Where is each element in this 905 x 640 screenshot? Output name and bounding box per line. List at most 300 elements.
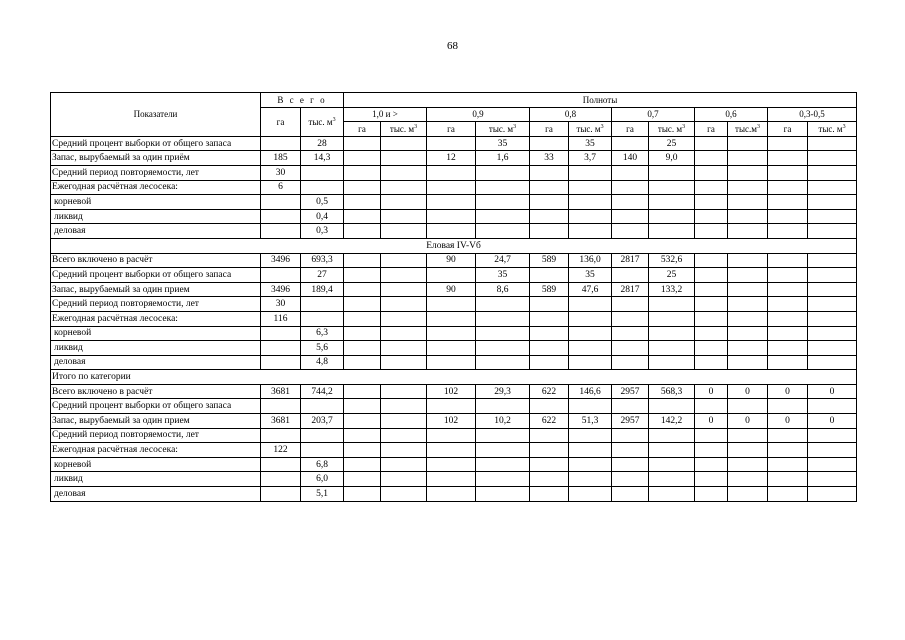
- table-cell: [381, 253, 427, 268]
- table-cell: [476, 443, 530, 458]
- table-cell: 28: [301, 136, 344, 151]
- table-cell: [808, 487, 857, 502]
- table-cell: [569, 311, 612, 326]
- table-cell: [476, 457, 530, 472]
- table-cell: [612, 268, 649, 283]
- table-cell: 6: [261, 180, 301, 195]
- group-6-volume: тыс. $м^3$: [808, 122, 857, 137]
- density-group-3: 0,8: [530, 107, 612, 122]
- table-cell: [530, 209, 569, 224]
- table-cell: [381, 428, 427, 443]
- table-cell: 29,3: [476, 384, 530, 399]
- table-cell: 51,3: [569, 414, 612, 429]
- table-cell: [612, 136, 649, 151]
- table-cell: [808, 282, 857, 297]
- table-cell: [695, 472, 728, 487]
- table-cell: 3,7: [569, 151, 612, 166]
- table-cell: 4,8: [301, 355, 344, 370]
- row-label: Ежегодная расчётная лесосека:: [51, 311, 261, 326]
- table-cell: 622: [530, 384, 569, 399]
- table-cell: [427, 443, 476, 458]
- density-group-6: 0,3-0,5: [768, 107, 857, 122]
- table-cell: 0: [768, 414, 808, 429]
- table-cell: [728, 311, 768, 326]
- table-cell: [344, 399, 381, 414]
- table-cell: [695, 253, 728, 268]
- table-cell: 3496: [261, 253, 301, 268]
- table-cell: [476, 487, 530, 502]
- table-cell: [381, 180, 427, 195]
- table-cell: [344, 443, 381, 458]
- table-cell: 2817: [612, 253, 649, 268]
- table-cell: [427, 487, 476, 502]
- table-cell: [728, 355, 768, 370]
- table-cell: [530, 165, 569, 180]
- table-cell: [569, 195, 612, 210]
- table-cell: [301, 311, 344, 326]
- page-number: 68: [447, 40, 458, 52]
- header-row-1: [51, 93, 857, 108]
- table-cell: [344, 326, 381, 341]
- table-cell: [381, 297, 427, 312]
- table-cell: 8,6: [476, 282, 530, 297]
- table-cell: [427, 399, 476, 414]
- table-cell: [381, 443, 427, 458]
- table-cell: [649, 180, 695, 195]
- table-row: [51, 136, 857, 151]
- table-cell: [301, 399, 344, 414]
- row-label: деловая: [51, 487, 261, 502]
- forest-cutting-table: [50, 92, 857, 502]
- table-cell: [301, 297, 344, 312]
- table-cell: [569, 297, 612, 312]
- table-cell: 3681: [261, 384, 301, 399]
- table-row: [51, 341, 857, 356]
- table-cell: [695, 355, 728, 370]
- table-row: [51, 209, 857, 224]
- table-cell: [649, 195, 695, 210]
- table-cell: [476, 341, 530, 356]
- row-label: корневой: [51, 195, 261, 210]
- table-cell: [695, 341, 728, 356]
- table-cell: 589: [530, 282, 569, 297]
- table-row: [51, 297, 857, 312]
- row-label: корневой: [51, 457, 261, 472]
- table-cell: [808, 180, 857, 195]
- table-cell: 744,2: [301, 384, 344, 399]
- group-1-ha: га: [344, 122, 381, 137]
- table-cell: [344, 209, 381, 224]
- table-row: [51, 487, 857, 502]
- table-cell: [344, 224, 381, 239]
- table-cell: [695, 297, 728, 312]
- table-cell: [695, 180, 728, 195]
- row-label: ликвид: [51, 472, 261, 487]
- table-cell: [728, 472, 768, 487]
- table-cell: [649, 326, 695, 341]
- row-label: Средний процент выборки от общего запаса: [51, 399, 261, 414]
- group-4-ha: га: [612, 122, 649, 137]
- table-cell: [344, 487, 381, 502]
- table-cell: [808, 428, 857, 443]
- table-cell: 47,6: [569, 282, 612, 297]
- table-cell: [381, 457, 427, 472]
- table-row: [51, 355, 857, 370]
- table-cell: [530, 355, 569, 370]
- table-cell: 0: [728, 384, 768, 399]
- table-cell: [695, 151, 728, 166]
- row-label: Всего включено в расчёт: [51, 253, 261, 268]
- table-cell: [381, 268, 427, 283]
- table-cell: [768, 355, 808, 370]
- table-cell: [695, 457, 728, 472]
- row-label: Средний процент выборки от общего запаса: [51, 136, 261, 151]
- table-cell: [530, 180, 569, 195]
- table-cell: [476, 399, 530, 414]
- table-cell: [728, 253, 768, 268]
- row-label: Средний период повторяемости, лет: [51, 428, 261, 443]
- table-cell: [381, 414, 427, 429]
- table-cell: 14,3: [301, 151, 344, 166]
- table-cell: [381, 355, 427, 370]
- table-cell: [728, 399, 768, 414]
- table-cell: [768, 268, 808, 283]
- table-cell: 27: [301, 268, 344, 283]
- table-cell: [530, 297, 569, 312]
- table-cell: [427, 428, 476, 443]
- table-cell: 3496: [261, 282, 301, 297]
- table-cell: [612, 428, 649, 443]
- table-cell: [569, 443, 612, 458]
- table-cell: [695, 399, 728, 414]
- table-cell: [649, 311, 695, 326]
- table-cell: [381, 384, 427, 399]
- table-cell: [695, 268, 728, 283]
- table-cell: [427, 457, 476, 472]
- table-cell: [649, 399, 695, 414]
- table-cell: [649, 443, 695, 458]
- table-cell: [569, 180, 612, 195]
- table-cell: [612, 180, 649, 195]
- table-cell: 0,3: [301, 224, 344, 239]
- table-cell: [530, 457, 569, 472]
- table-cell: [695, 209, 728, 224]
- table-cell: [728, 195, 768, 210]
- group-1-volume: тыс. $м^3$: [381, 122, 427, 137]
- table-cell: 0: [695, 414, 728, 429]
- table-cell: [768, 326, 808, 341]
- table-cell: 0,4: [301, 209, 344, 224]
- group-4-volume: тыс. $м^3$: [649, 122, 695, 137]
- table-row: [51, 414, 857, 429]
- row-label: ликвид: [51, 341, 261, 356]
- table-cell: 5,6: [301, 341, 344, 356]
- table-cell: [261, 326, 301, 341]
- table-cell: 0,5: [301, 195, 344, 210]
- table-cell: [612, 311, 649, 326]
- table-cell: [808, 443, 857, 458]
- table-cell: [728, 457, 768, 472]
- table-cell: [808, 341, 857, 356]
- table-cell: [768, 311, 808, 326]
- table-cell: [808, 136, 857, 151]
- table-cell: [476, 195, 530, 210]
- table-cell: 589: [530, 253, 569, 268]
- table-cell: [344, 268, 381, 283]
- table-cell: [530, 311, 569, 326]
- table-cell: 12: [427, 151, 476, 166]
- table-cell: [427, 311, 476, 326]
- table-cell: [768, 457, 808, 472]
- table-cell: [569, 224, 612, 239]
- table-cell: [344, 311, 381, 326]
- table-cell: 2817: [612, 282, 649, 297]
- table-cell: [261, 399, 301, 414]
- table-row: [51, 384, 857, 399]
- table-cell: [612, 341, 649, 356]
- table-cell: [569, 487, 612, 502]
- table-cell: [381, 224, 427, 239]
- table-cell: [808, 195, 857, 210]
- table-cell: 1,6: [476, 151, 530, 166]
- table-cell: 35: [569, 136, 612, 151]
- table-cell: [808, 297, 857, 312]
- table-cell: [569, 472, 612, 487]
- table-cell: [649, 297, 695, 312]
- table-cell: [381, 282, 427, 297]
- table-cell: [728, 224, 768, 239]
- table-cell: [381, 151, 427, 166]
- table-cell: [344, 165, 381, 180]
- table-cell: [728, 443, 768, 458]
- table-cell: [476, 326, 530, 341]
- table-cell: 30: [261, 165, 301, 180]
- table-cell: [728, 487, 768, 502]
- table-cell: [427, 136, 476, 151]
- row-label: Средний период повторяемости, лет: [51, 165, 261, 180]
- table-cell: 35: [476, 136, 530, 151]
- table-cell: [530, 428, 569, 443]
- table-cell: [768, 282, 808, 297]
- table-cell: [261, 487, 301, 502]
- table-cell: [695, 165, 728, 180]
- table-cell: 0: [808, 414, 857, 429]
- table-cell: [569, 326, 612, 341]
- group-6-ha: га: [768, 122, 808, 137]
- row-label: Ежегодная расчётная лесосека:: [51, 443, 261, 458]
- table-cell: 35: [476, 268, 530, 283]
- table-cell: [381, 487, 427, 502]
- table-cell: [344, 253, 381, 268]
- table-cell: [261, 268, 301, 283]
- table-cell: [344, 297, 381, 312]
- table-cell: 140: [612, 151, 649, 166]
- table-cell: [728, 341, 768, 356]
- table-cell: [728, 136, 768, 151]
- table-cell: [381, 195, 427, 210]
- table-cell: [728, 180, 768, 195]
- table-cell: [530, 195, 569, 210]
- row-label: деловая: [51, 224, 261, 239]
- density-group-2: 0,9: [427, 107, 530, 122]
- table-cell: [695, 311, 728, 326]
- table-cell: 6,0: [301, 472, 344, 487]
- table-cell: [381, 136, 427, 151]
- table-cell: [344, 180, 381, 195]
- table-cell: [612, 443, 649, 458]
- table-cell: 3681: [261, 414, 301, 429]
- table-cell: [808, 399, 857, 414]
- table-cell: [695, 326, 728, 341]
- table-cell: [768, 443, 808, 458]
- table-cell: 0: [728, 414, 768, 429]
- table-cell: [728, 165, 768, 180]
- table-cell: [808, 209, 857, 224]
- table-cell: [808, 355, 857, 370]
- table-cell: [344, 151, 381, 166]
- table-cell: [569, 355, 612, 370]
- table-cell: [569, 209, 612, 224]
- table-cell: [808, 165, 857, 180]
- table-row: [51, 224, 857, 239]
- table-cell: [808, 457, 857, 472]
- table-row: [51, 443, 857, 458]
- table-cell: [530, 487, 569, 502]
- section-title-row: [51, 370, 857, 385]
- row-label: корневой: [51, 326, 261, 341]
- table-cell: [612, 326, 649, 341]
- table-cell: 568,3: [649, 384, 695, 399]
- table-cell: [612, 487, 649, 502]
- table-cell: [649, 457, 695, 472]
- density-group-5: 0,6: [695, 107, 768, 122]
- table-cell: [427, 326, 476, 341]
- table-cell: [476, 209, 530, 224]
- section-title: Еловая IV-Vб: [51, 238, 857, 253]
- table-row: [51, 428, 857, 443]
- table-cell: [768, 136, 808, 151]
- table-cell: [808, 151, 857, 166]
- table-cell: [768, 341, 808, 356]
- indicators-header: Показатели: [51, 93, 261, 137]
- table-cell: [381, 341, 427, 356]
- table-cell: [344, 195, 381, 210]
- row-label: Ежегодная расчётная лесосека:: [51, 180, 261, 195]
- table-cell: [728, 268, 768, 283]
- table-cell: [427, 472, 476, 487]
- table-cell: 532,6: [649, 253, 695, 268]
- table-cell: [808, 326, 857, 341]
- table-cell: 2957: [612, 414, 649, 429]
- table-cell: [695, 428, 728, 443]
- table-cell: [649, 224, 695, 239]
- table-cell: [344, 472, 381, 487]
- table-cell: [612, 472, 649, 487]
- table-cell: [261, 341, 301, 356]
- row-label: Средний процент выборки от общего запаса: [51, 268, 261, 283]
- table-cell: 0: [695, 384, 728, 399]
- density-group-1: 1,0 и >: [344, 107, 427, 122]
- table-cell: [649, 165, 695, 180]
- table-row: [51, 165, 857, 180]
- table-cell: [768, 195, 808, 210]
- table-row: [51, 457, 857, 472]
- table-cell: [427, 180, 476, 195]
- table-cell: [695, 136, 728, 151]
- table-cell: [427, 195, 476, 210]
- table-cell: [427, 297, 476, 312]
- table-cell: 10,2: [476, 414, 530, 429]
- group-3-volume: тыс. $м^3$: [569, 122, 612, 137]
- table-cell: [612, 209, 649, 224]
- table-cell: [261, 195, 301, 210]
- table-cell: [530, 341, 569, 356]
- total-volume-header: тыс. $м^3$: [301, 107, 344, 136]
- table-cell: [476, 224, 530, 239]
- table-cell: [381, 209, 427, 224]
- table-cell: [768, 224, 808, 239]
- section-title-row: [51, 238, 857, 253]
- density-group-4: 0,7: [612, 107, 695, 122]
- table-cell: [808, 253, 857, 268]
- table-cell: [344, 136, 381, 151]
- table-cell: 6,8: [301, 457, 344, 472]
- table-cell: [612, 457, 649, 472]
- table-cell: 0: [768, 384, 808, 399]
- table-cell: [768, 151, 808, 166]
- table-cell: [381, 165, 427, 180]
- group-5-ha: га: [695, 122, 728, 137]
- table-cell: [569, 428, 612, 443]
- table-cell: [728, 326, 768, 341]
- table-cell: [808, 224, 857, 239]
- table-cell: [427, 224, 476, 239]
- table-cell: [261, 428, 301, 443]
- table-cell: [301, 165, 344, 180]
- table-cell: 90: [427, 282, 476, 297]
- table-cell: [695, 487, 728, 502]
- row-label: ликвид: [51, 209, 261, 224]
- table-cell: 146,6: [569, 384, 612, 399]
- table-cell: [261, 457, 301, 472]
- table-cell: [381, 472, 427, 487]
- table-row: [51, 472, 857, 487]
- table-cell: 133,2: [649, 282, 695, 297]
- row-label: Средний период повторяемости, лет: [51, 297, 261, 312]
- table-cell: [381, 326, 427, 341]
- table-cell: [569, 165, 612, 180]
- table-cell: [695, 443, 728, 458]
- table-cell: [344, 414, 381, 429]
- group-2-ha: га: [427, 122, 476, 137]
- table-cell: [427, 268, 476, 283]
- table-cell: 35: [569, 268, 612, 283]
- table-cell: [261, 209, 301, 224]
- table-cell: [768, 428, 808, 443]
- table-cell: 102: [427, 384, 476, 399]
- table-cell: [530, 399, 569, 414]
- table-cell: 102: [427, 414, 476, 429]
- table-cell: [569, 399, 612, 414]
- table-cell: 203,7: [301, 414, 344, 429]
- table-cell: [728, 297, 768, 312]
- table-cell: 9,0: [649, 151, 695, 166]
- table-cell: 693,3: [301, 253, 344, 268]
- table-cell: [476, 428, 530, 443]
- table-cell: [344, 341, 381, 356]
- table-cell: [612, 165, 649, 180]
- table-cell: [301, 443, 344, 458]
